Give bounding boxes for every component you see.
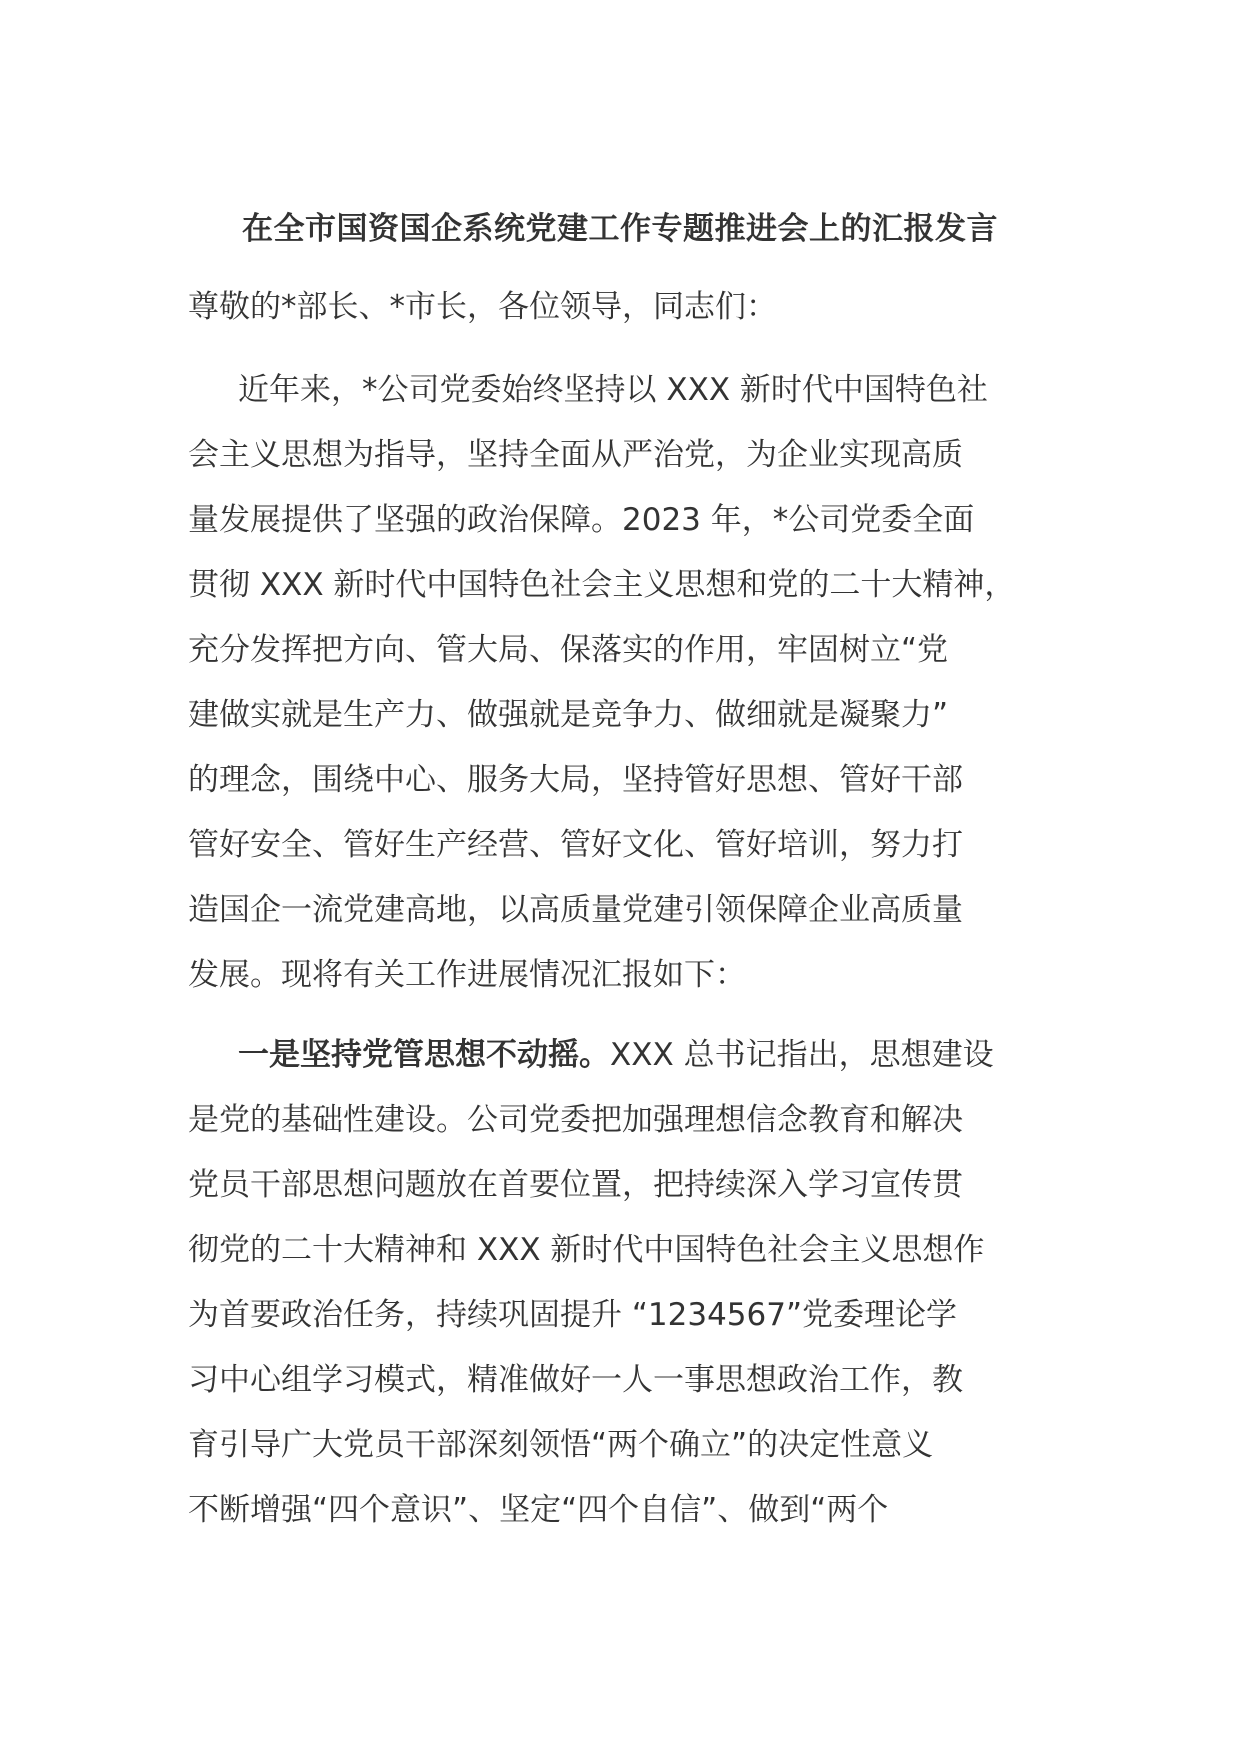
paragraph-line: 量发展提供了坚强的政治保障。2023 年，*公司党委全面 [188, 502, 975, 538]
paragraph-line [188, 1023, 1058, 1088]
paragraph-section-one [188, 1023, 1058, 1543]
paragraph-line: 会主义思想为指导，坚持全面从严治党，为企业实现高质 [188, 437, 963, 473]
salutation: 尊敬的*部长、*市长，各位领导，同志们： [188, 289, 777, 325]
paragraph-line: 近年来，*公司党委始终坚持以 XXX 新时代中国特色社 [238, 372, 988, 408]
document-title: 在全市国资国企系统党建工作专题推进会上的汇报发言 [242, 211, 998, 247]
paragraph-line: 为首要政治任务，持续巩固提升 “1234567”党委理论学 [188, 1297, 958, 1333]
paragraph-line: 建做实就是生产力、做强就是竞争力、做细就是凝聚力” [188, 697, 949, 733]
paragraph-line: 是党的基础性建设。公司党委把加强理想信念教育和解决 [188, 1102, 963, 1138]
paragraph-line: 彻党的二十大精神和 XXX 新时代中国特色社会主义思想作 [188, 1232, 985, 1268]
paragraph-line: 育引导广大党员干部深刻领悟“两个确立”的决定性意义 [188, 1427, 934, 1463]
section-heading-lead: 一是坚持党管思想不动摇。 [238, 1037, 610, 1073]
paragraph-line: 不断增强“四个意识”、坚定“四个自信”、做到“两个 [188, 1492, 889, 1528]
paragraph-line: 发展。现将有关工作进展情况汇报如下： [188, 957, 746, 993]
paragraph-line: 习中心组学习模式，精准做好一人一事思想政治工作，教 [188, 1362, 963, 1398]
paragraph-line-rest: XXX 总书记指出，思想建设 [610, 1037, 994, 1073]
paragraph-line: 的理念，围绕中心、服务大局，坚持管好思想、管好干部 [188, 762, 963, 798]
paragraph-line: 管好安全、管好生产经营、管好文化、管好培训，努力打 [188, 827, 963, 863]
paragraph-line: 贯彻 XXX 新时代中国特色社会主义思想和党的二十大精神， [188, 567, 1016, 603]
paragraph-line: 党员干部思想问题放在首要位置，把持续深入学习宣传贯 [188, 1167, 963, 1203]
paragraph-line: 充分发挥把方向、管大局、保落实的作用，牢固树立“党 [188, 632, 949, 668]
paragraph-line: 造国企一流党建高地，以高质量党建引领保障企业高质量 [188, 892, 963, 928]
paragraph-intro [188, 358, 1058, 1008]
